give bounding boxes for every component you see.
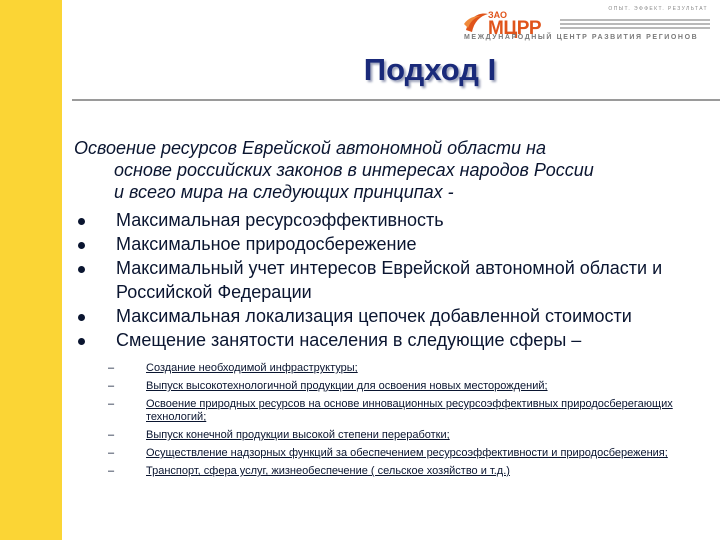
- list-item: – Освоение природных ресурсов на основе инновационных ресурсоэффективных природосберегающих технологий;: [108, 398, 673, 423]
- list-item: Максимальная локализация цепочек добавленной стоимости: [74, 304, 714, 328]
- dash-marker: –: [108, 447, 115, 459]
- logo-small-text: ЗАО: [488, 10, 508, 20]
- list-item: Максимальное природосбережение: [74, 232, 714, 256]
- company-logo: [462, 2, 714, 46]
- list-item: Максимальная ресурсоэффективность: [74, 208, 714, 232]
- yellow-side-bar: [0, 0, 62, 540]
- list-item: – Выпуск конечной продукции высокой степени переработки;: [108, 429, 450, 441]
- intro-line-2: основе российских законов в интересах народов России: [114, 160, 594, 180]
- intro-paragraph: [74, 137, 714, 203]
- intro-line-3: и всего мира на следующих принципах -: [114, 182, 454, 202]
- logo-stripes: [560, 19, 710, 31]
- dash-marker: –: [108, 380, 115, 392]
- employment-sectors-list: [108, 362, 708, 483]
- intro-line-1: Освоение ресурсов Еврейской автономной области на: [74, 138, 546, 158]
- list-item: – Транспорт, сфера услуг, жизнеобеспечение ( сельское хозяйство и т.д.): [108, 465, 510, 477]
- dash-marker: –: [108, 429, 115, 441]
- list-item: – Создание необходимой инфраструктуры;: [108, 362, 358, 374]
- title-area: [62, 52, 720, 88]
- list-item: Смещение занятости населения в следующие сферы –: [74, 328, 714, 352]
- title-divider: [72, 99, 720, 101]
- bullet-icon: [78, 338, 85, 345]
- bullet-icon: [78, 314, 85, 321]
- list-item: – Выпуск высокотехнологичной продукции для освоения новых месторождений;: [108, 380, 548, 392]
- principles-list: [74, 208, 714, 352]
- logo-full-name: МЕЖДУНАРОДНЫЙ ЦЕНТР РАЗВИТИЯ РЕГИОНОВ: [464, 34, 699, 41]
- dash-marker: –: [108, 362, 115, 374]
- list-item: – Осуществление надзорных функций за обеспечением ресурсоэффективности и природосбережения;: [108, 447, 668, 459]
- slide-title: Подход I: [363, 52, 497, 87]
- list-item: Максимальный учет интересов Еврейской автономной области и Российской Федерации: [74, 256, 714, 304]
- bullet-icon: [78, 218, 85, 225]
- dash-marker: –: [108, 398, 115, 410]
- bullet-icon: [78, 242, 85, 249]
- dash-marker: –: [108, 465, 115, 477]
- bullet-icon: [78, 266, 85, 273]
- logo-brand: МЦРР: [488, 18, 542, 39]
- logo-tagline: ОПЫТ. ЭФФЕКТ. РЕЗУЛЬТАТ: [608, 6, 708, 12]
- logo-swoosh-icon: [462, 8, 490, 36]
